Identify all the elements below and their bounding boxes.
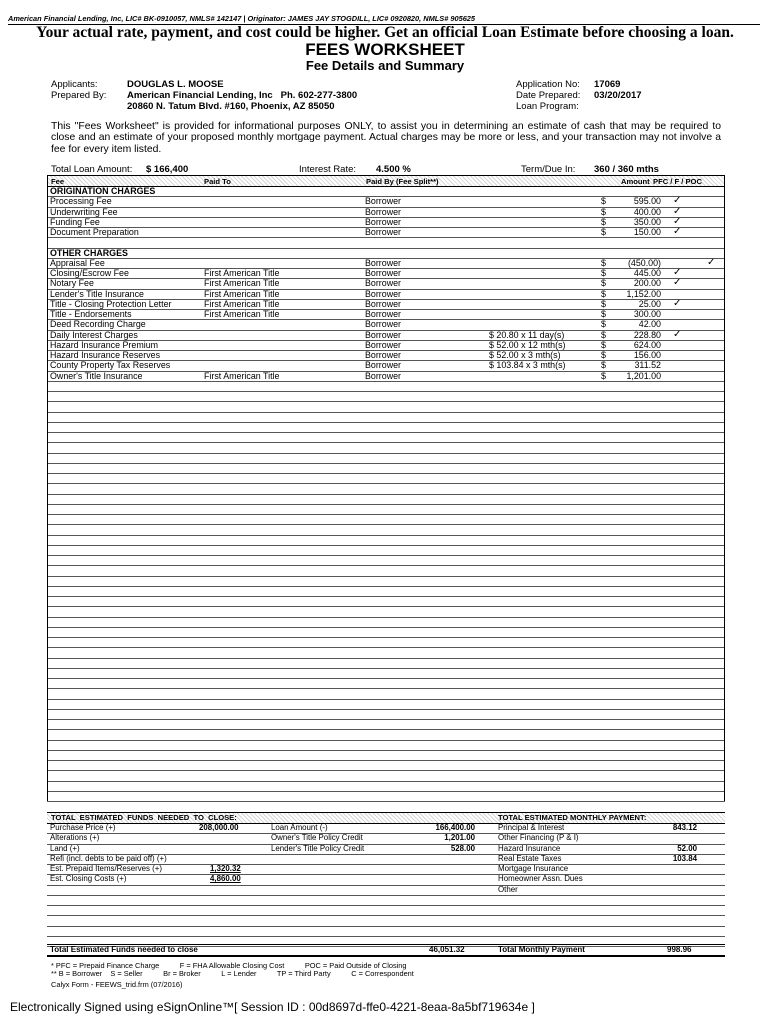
fee-name: Title - Endorsements	[50, 309, 132, 319]
fee-amount: 42.00	[638, 319, 661, 330]
summary-middle-value: 528.00	[450, 843, 475, 853]
summary-left-value: 208,000.00	[199, 823, 239, 832]
summary-left-label: Est. Prepaid Items/Reserves (+)	[50, 864, 163, 873]
term-value: 360 / 360 mths	[594, 164, 659, 175]
applicants-label: Applicants:	[51, 79, 98, 90]
fee-currency: $	[601, 370, 606, 381]
fee-paid-by: Borrower	[365, 298, 402, 309]
fee-currency: $	[601, 360, 606, 371]
fee-paid-by: Borrower	[365, 339, 402, 350]
fee-paid-by: Borrower	[365, 257, 402, 268]
fee-paid-to: First American Title	[204, 278, 280, 289]
prepared-by-value: American Financial Lending, Inc Ph. 602-277-3800	[127, 90, 358, 101]
lender-address: 20860 N. Tatum Blvd. #160, Phoenix, AZ 85050	[127, 101, 335, 112]
form-id: Calyx Form - FEEWS_trid.frm (07/2016)	[51, 980, 183, 989]
date-prepared-label: Date Prepared:	[516, 90, 581, 101]
fee-calculation: $ 20.80 x 11 day(s)	[489, 329, 565, 340]
summary-right-label: Mortgage Insurance	[498, 864, 569, 873]
interest-rate-label: Interest Rate:	[299, 164, 357, 175]
fee-name: Lender's Title Insurance	[50, 288, 144, 299]
fee-amount: 25.00	[638, 298, 661, 309]
table-border	[47, 175, 48, 801]
pfc-check-icon: ✓	[673, 195, 682, 207]
summary-right-label: Hazard Insurance	[498, 843, 561, 853]
fee-paid-by: Borrower	[365, 319, 402, 330]
fee-paid-by: Borrower	[365, 268, 402, 278]
summary-right-label: Other	[498, 884, 518, 894]
fee-name: Processing Fee	[50, 196, 112, 207]
fee-currency: $	[601, 319, 606, 330]
fee-name: County Property Tax Reserves	[50, 360, 171, 371]
fee-currency: $	[601, 298, 606, 309]
fee-name: Appraisal Fee	[50, 257, 105, 268]
page-title: FEES WORKSHEET	[305, 40, 465, 59]
pfc-check-icon: ✓	[673, 215, 682, 227]
loan-program-label: Loan Program:	[516, 101, 579, 112]
summary-right-value: 52.00	[677, 843, 697, 853]
fee-amount: 350.00	[633, 216, 661, 227]
fee-paid-by: Borrower	[365, 216, 402, 227]
total-loan-value: $ 166,400	[146, 164, 189, 175]
fee-currency: $	[601, 350, 606, 360]
fee-amount: 400.00	[633, 206, 661, 217]
summary-middle-label: Loan Amount (-)	[271, 823, 328, 832]
fee-name: Owner's Title Insurance	[50, 370, 143, 381]
fee-paid-to: First American Title	[204, 309, 280, 319]
summary-right-label: Other Financing (P & I)	[498, 833, 579, 843]
fee-name: Closing/Escrow Fee	[50, 268, 129, 278]
fee-currency: $	[601, 329, 606, 340]
fee-currency: $	[601, 278, 606, 289]
monthly-payment-header: TOTAL ESTIMATED MONTHLY PAYMENT:	[498, 813, 647, 822]
disclaimer-headline: Your actual rate, payment, and cost could be higher. Get an official Loan Estimate before choosing a loan.	[36, 24, 734, 41]
fee-paid-by: Borrower	[365, 309, 402, 319]
fee-paid-by: Borrower	[365, 360, 402, 371]
col-paid-by: Paid By (Fee Split**)	[366, 177, 439, 186]
fee-paid-by: Borrower	[365, 350, 402, 360]
poc-check-icon: ✓	[707, 256, 716, 268]
lender-line: American Financial Lending, Inc, LIC# BK-0910057, NMLS# 142147 | Originator: JAMES JAY STOGDILL, LIC# 0920820, NMLS# 905625	[8, 14, 476, 23]
summary-middle-label: Owner's Title Policy Credit	[271, 833, 363, 843]
fee-paid-by: Borrower	[365, 288, 402, 299]
summary-right-label: Real Estate Taxes	[498, 853, 562, 863]
total-monthly-label: Total Monthly Payment	[498, 945, 585, 954]
summary-right-value: 103.84	[672, 853, 697, 863]
fee-name: Funding Fee	[50, 216, 100, 227]
summary-left-label: Alterations (+)	[50, 833, 100, 843]
fee-amount: 1,152.00	[626, 288, 661, 299]
fee-currency: $	[601, 196, 606, 207]
fee-amount: 300.00	[633, 309, 661, 319]
fee-amount: 311.52	[634, 360, 661, 371]
fee-paid-by: Borrower	[365, 278, 402, 289]
summary-left-value: 1,320.32	[210, 864, 241, 873]
prepared-by-label: Prepared By:	[51, 90, 107, 101]
fee-name: Title - Closing Protection Letter	[50, 298, 172, 309]
total-loan-label: Total Loan Amount:	[51, 164, 133, 175]
summary-left-label: Refi (incl. debts to be paid off) (+)	[50, 853, 167, 863]
summary-left-label: Land (+)	[50, 843, 80, 853]
summary-left-value: 4,860.00	[210, 874, 241, 884]
fee-paid-to: First American Title	[204, 298, 280, 309]
total-monthly-value: 998.96	[667, 945, 692, 954]
pfc-check-icon: ✓	[673, 297, 682, 309]
fee-paid-by: Borrower	[365, 206, 402, 217]
fee-name: Notary Fee	[50, 278, 94, 289]
fee-amount: (450.00)	[627, 257, 661, 268]
fee-currency: $	[601, 257, 606, 268]
summary-middle-value: 1,201.00	[444, 833, 475, 843]
legend-line-2: ** B = Borrower S = Seller Br = Broker L = Lender TP = Third Party C = Correspondent	[51, 969, 414, 978]
fee-currency: $	[601, 206, 606, 217]
fee-currency: $	[601, 339, 606, 350]
fee-currency: $	[601, 288, 606, 299]
fee-amount: 445.00	[633, 268, 661, 278]
table-border	[724, 175, 725, 801]
fee-paid-by: Borrower	[365, 196, 402, 207]
fee-amount: 595.00	[633, 196, 661, 207]
summary-left-label: Purchase Price (+)	[50, 823, 116, 832]
pfc-check-icon: ✓	[673, 226, 682, 237]
summary-left-label: Est. Closing Costs (+)	[50, 874, 127, 884]
fee-paid-by: Borrower	[365, 227, 402, 237]
fee-paid-by: Borrower	[365, 370, 402, 381]
fee-amount: 200.00	[633, 278, 661, 289]
total-funds-value: 46,051.32	[429, 945, 465, 954]
fee-currency: $	[601, 268, 606, 278]
col-pfc: PFC / F / POC	[653, 177, 702, 186]
fee-name: Document Preparation	[50, 227, 139, 237]
summary-right-label: Homeowner Assn. Dues	[498, 874, 583, 884]
interest-rate-value: 4.500 %	[376, 164, 411, 175]
fee-paid-to: First American Title	[204, 268, 280, 278]
page-subtitle: Fee Details and Summary	[305, 58, 465, 73]
summary-right-value: 843.12	[672, 823, 697, 832]
totals-row	[47, 944, 725, 957]
col-paid-to: Paid To	[204, 177, 231, 186]
summary-middle-value: 166,400.00	[435, 823, 475, 832]
summary-right-label: Principal & Interest	[498, 823, 565, 832]
fee-calculation: $ 52.00 x 12 mth(s)	[489, 339, 566, 350]
application-no-value: 17069	[594, 79, 621, 90]
fee-name: Daily Interest Charges	[50, 329, 138, 340]
section-title: OTHER CHARGES	[50, 247, 128, 258]
esign-footer: Electronically Signed using eSignOnline™[ Session ID : 00d8697d-ffe0-4221-8eaa-8a5bf719634e ]	[10, 1000, 535, 1014]
pfc-check-icon: ✓	[673, 328, 682, 340]
legend-line-1: * PFC = Prepaid Finance Charge F = FHA Allowable Closing Cost POC = Paid Outside of Closing	[51, 961, 407, 970]
fee-name: Hazard Insurance Reserves	[50, 350, 161, 360]
term-label: Term/Due In:	[521, 164, 576, 175]
fee-calculation: $ 103.84 x 3 mth(s)	[489, 360, 566, 371]
fee-name: Underwriting Fee	[50, 206, 118, 217]
col-fee: Fee	[51, 177, 65, 186]
funds-needed-header: TOTAL ESTIMATED FUNDS NEEDED TO CLOSE:	[51, 813, 237, 822]
pfc-check-icon: ✓	[673, 205, 682, 217]
fee-currency: $	[601, 216, 606, 227]
summary-middle-label: Lender's Title Policy Credit	[271, 843, 365, 853]
pfc-check-icon: ✓	[673, 267, 682, 278]
fee-amount: 150.00	[633, 227, 661, 237]
fee-amount: 156.00	[633, 350, 661, 360]
section-title: ORIGINATION CHARGES	[50, 186, 156, 196]
total-funds-label: Total Estimated Funds needed to close	[50, 945, 198, 954]
pfc-check-icon: ✓	[673, 277, 682, 289]
fee-paid-to: First American Title	[204, 288, 280, 299]
col-amount: Amount	[621, 177, 650, 186]
application-no-label: Application No:	[516, 79, 580, 90]
fee-amount: 624.00	[633, 339, 661, 350]
fee-currency: $	[601, 309, 606, 319]
fee-currency: $	[601, 227, 606, 237]
date-prepared-value: 03/20/2017	[594, 90, 642, 101]
fee-paid-to: First American Title	[204, 370, 280, 381]
fee-calculation: $ 52.00 x 3 mth(s)	[489, 350, 561, 360]
blank-row	[47, 791, 725, 802]
disclaimer-text: This "Fees Worksheet" is provided for informational purposes ONLY, to assist you in determining an estimate of cash that may be required to close and an estimate of your proposed monthly mortgage payment. Actual charges may be more or less, and your transaction may not involve a fee for every item listed.	[51, 121, 721, 155]
fee-paid-by: Borrower	[365, 329, 402, 340]
applicants-value: DOUGLAS L. MOOSE	[127, 79, 224, 90]
fee-amount: 1,201.00	[626, 370, 661, 381]
fee-name: Deed Recording Charge	[50, 319, 146, 330]
fee-amount: 228.80	[633, 329, 661, 340]
fee-name: Hazard Insurance Premium	[50, 339, 159, 350]
